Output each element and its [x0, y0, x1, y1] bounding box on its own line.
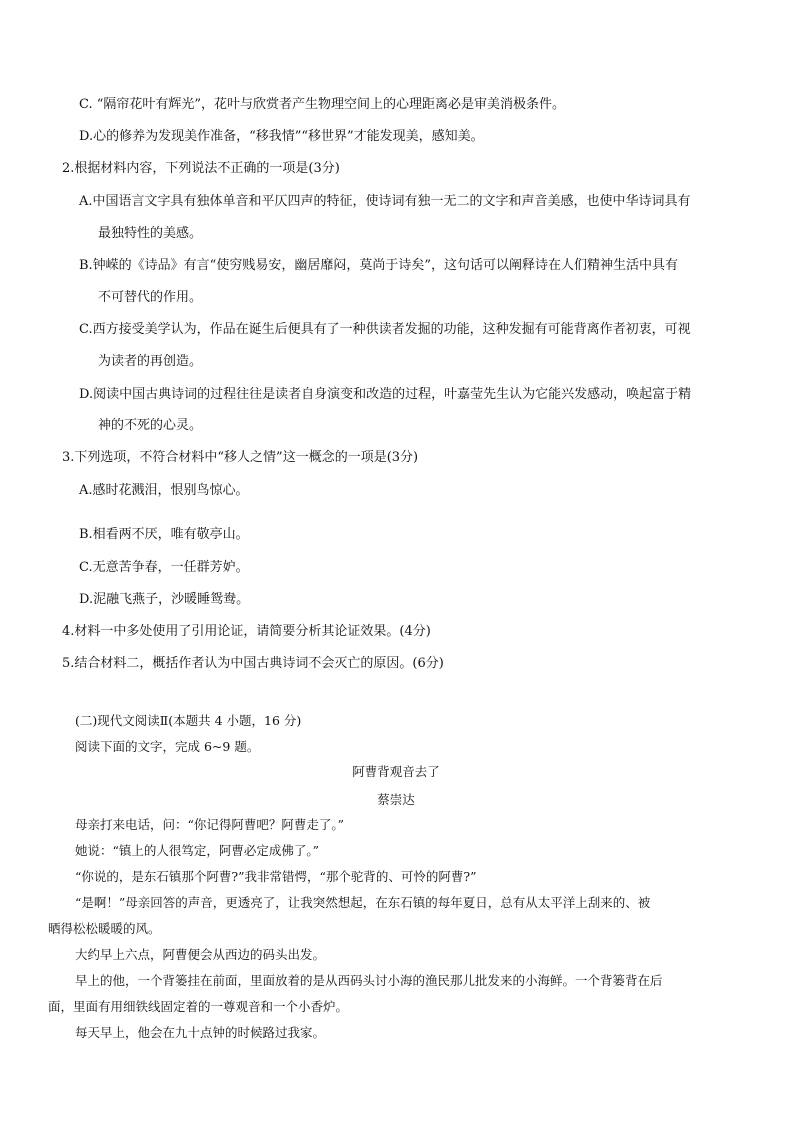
paragraph: 早上的他，一个背篓挂在前面，里面放着的是从西码头讨小海的渔民那儿批发来的小海鲜。一个背篓背在后: [75, 973, 663, 988]
article-title: 阿曹背观音去了: [352, 764, 440, 779]
q3-option-c: C.无意苦争春，一任群芳妒。: [79, 560, 249, 575]
q2-option-c: C.西方接受美学认为，作品在诞生后便具有了一种供读者发掘的功能，这种发掘有可能背离作者初衷，可视: [79, 322, 691, 337]
q2-option-b: B.钟嵘的《诗品》有言“使穷贱易安，幽居靡闷，莫尚于诗矣”，这句话可以阐释诗在人们精神生活中具有: [79, 258, 678, 273]
q5-stem: 5.结合材料二，概括作者认为中国古典诗词不会灭亡的原因。(6分): [62, 656, 444, 671]
q2-stem: 2.根据材料内容，下列说法不正确的一项是(3分): [62, 161, 340, 176]
paragraph: 母亲打来电话，问：“你记得阿曹吧？阿曹走了。”: [75, 817, 345, 832]
paragraph-cont: 晒得松松暖暖的风。: [48, 921, 161, 936]
paragraph: “是啊！”母亲回答的声音，更透亮了，让我突然想起，在东石镇的每年夏日，总有从太平洋上刮来的、被: [75, 895, 651, 910]
instruction: 阅读下面的文字，完成 6~9 题。: [75, 739, 260, 754]
q2-option-a: A.中国语言文字具有独体单音和平仄四声的特征，使诗词有独一无二的文字和声音美感，也使中华诗词具有: [79, 194, 691, 209]
paragraph: 她说：“镇上的人很笃定，阿曹必定成佛了。”: [75, 843, 320, 858]
q2-option-d: D.阅读中国古典诗词的过程往往是读者自身演变和改造的过程，叶嘉莹先生认为它能兴发感动，唤起富于精: [79, 387, 692, 402]
q4-stem: 4.材料一中多处使用了引用论证，请简要分析其论证效果。(4分): [62, 624, 431, 639]
paragraph: 大约早上六点，阿曹便会从西边的码头出发。: [75, 947, 326, 962]
q2-option-d-cont: 神的不死的心灵。: [98, 418, 203, 433]
section-heading: (二)现代文阅读Ⅱ(本题共 4 小题，16 分): [75, 713, 302, 728]
q1-option-c: C. “隔帘花叶有辉光”，花叶与欣赏者产生物理空间上的心理距离必是审美消极条件。: [79, 97, 566, 112]
q3-option-b: B.相看两不厌，唯有敬亭山。: [79, 527, 249, 542]
q3-option-a: A.感时花溅泪，恨别鸟惊心。: [79, 483, 249, 498]
paragraph: “你说的，是东石镇那个阿曹?”我非常错愕，“那个驼背的、可怜的阿曹?”: [75, 869, 477, 884]
q3-stem: 3.下列选项，不符合材料中“移人之情”这一概念的一项是(3分): [62, 450, 419, 465]
q3-option-d: D.泥融飞燕子，沙暖睡鸳鸯。: [79, 592, 250, 607]
q1-option-d: D.心的修养为发现美作准备，“移我情”“移世界”才能发现美，感知美。: [79, 129, 484, 144]
paragraph: 每天早上，他会在九十点钟的时候路过我家。: [75, 1025, 326, 1040]
q2-option-b-cont: 不可替代的作用。: [98, 290, 203, 305]
q2-option-a-cont: 最独特性的美感。: [98, 226, 203, 241]
paragraph-cont: 面，里面有用细铁线固定着的一尊观音和一个小香炉。: [48, 999, 349, 1014]
article-author: 蔡崇达: [377, 792, 415, 807]
q2-option-c-cont: 为读者的再创造。: [98, 354, 203, 369]
